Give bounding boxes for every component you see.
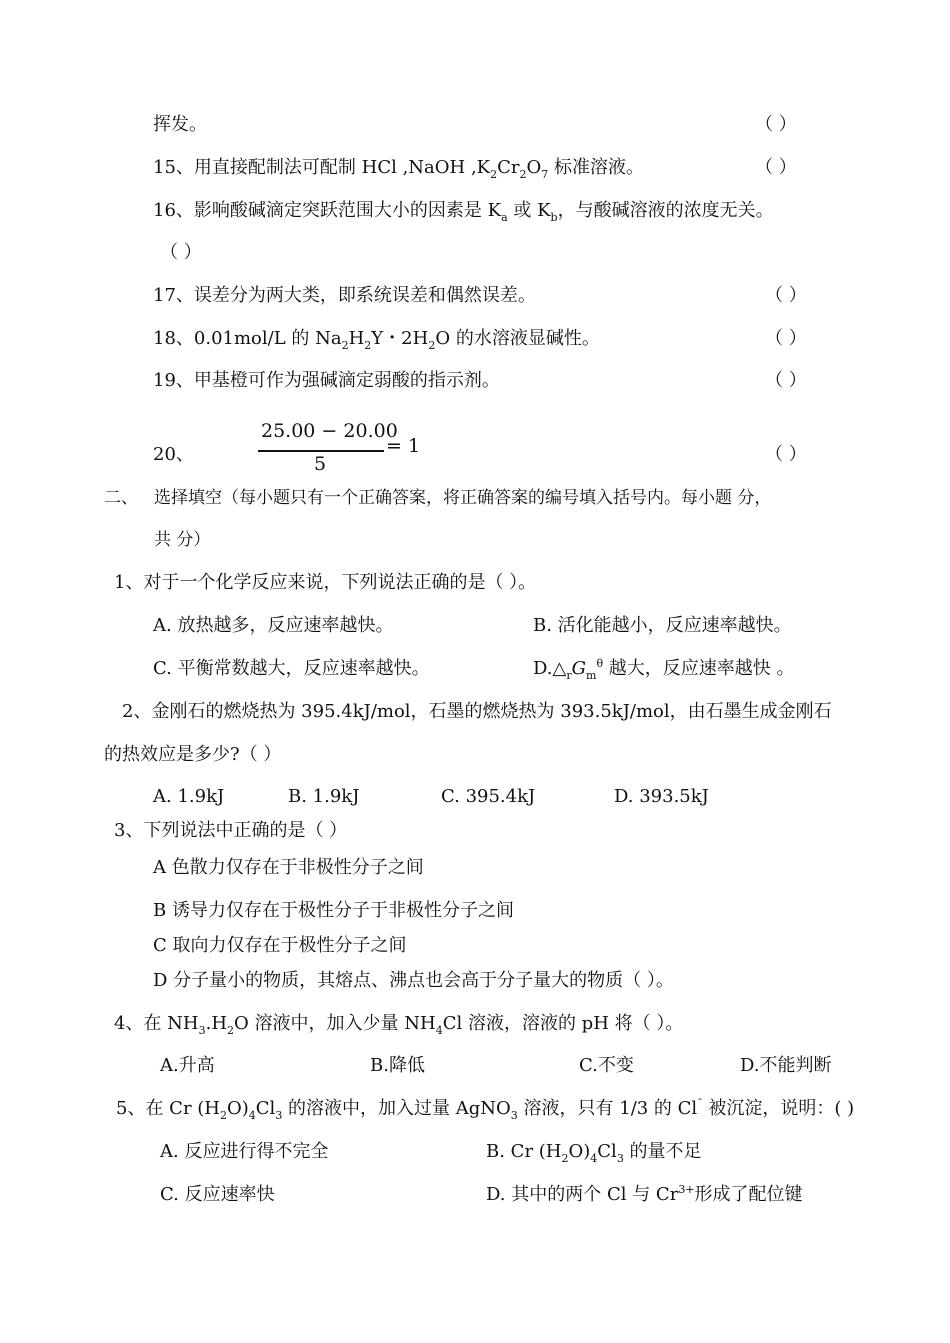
mc-q1-option-a[interactable]: A. 放热越多，反应速率越快。 — [153, 615, 394, 636]
mc-q2-option-c[interactable]: C. 395.4kJ — [441, 786, 536, 807]
fraction-equals: = 1 — [386, 435, 421, 457]
q20-number: 20、 — [153, 444, 194, 465]
mc-q1-stem: 1、对于一个化学反应来说，下列说法正确的是（ ）。 — [114, 572, 537, 593]
mc-q4-option-d[interactable]: D.不能判断 — [740, 1055, 832, 1076]
q18-answer-paren[interactable]: （ ） — [765, 328, 807, 349]
section-2-number: 二、 — [104, 488, 138, 508]
mc-q2-option-a[interactable]: A. 1.9kJ — [153, 786, 225, 807]
mc-q2-option-b[interactable]: B. 1.9kJ — [288, 786, 360, 807]
q19-text: 19、甲基橙可作为强碱滴定弱酸的指示剂。 — [153, 370, 500, 391]
q19-answer-paren[interactable]: （ ） — [765, 370, 807, 391]
q17-text: 17、误差分为两大类，即系统误差和偶然误差。 — [153, 285, 536, 306]
section-2-title: 选择填空（每小题只有一个正确答案，将正确答案的编号填入括号内。每小题 分， — [154, 488, 772, 508]
fraction-bar — [258, 450, 384, 452]
mc-q2-stem: 2、金刚石的燃烧热为 395.4kJ/mol，石墨的燃烧热为 393.5kJ/mol，由石墨生成金刚石 — [122, 701, 832, 722]
mc-q3-option-c[interactable]: C 取向力仅存在于极性分子之间 — [153, 935, 407, 956]
fraction-numerator: 25.00 − 20.00 — [261, 420, 398, 442]
mc-q5-option-c[interactable]: C. 反应速率快 — [160, 1184, 275, 1205]
q14-answer-paren[interactable]: （ ） — [755, 114, 797, 135]
q18-text: 18、0.01mol/L 的 $Na_2H_2Y$・$2H_2O$ 的水溶液显碱性。 — [153, 328, 600, 352]
q16-answer-paren[interactable]: （ ） — [160, 242, 202, 263]
mc-q4-option-b[interactable]: B.降低 — [370, 1055, 425, 1076]
section-2-title-cont: 共 分） — [154, 530, 211, 550]
q15-answer-paren[interactable]: （ ） — [755, 157, 797, 178]
fraction-denominator: 5 — [314, 453, 327, 475]
mc-q3-option-a[interactable]: A 色散力仅存在于非极性分子之间 — [153, 857, 424, 878]
mc-q5-option-b[interactable]: B. Cr $(H_2O)_4Cl_3$ 的量不足 — [486, 1141, 702, 1165]
mc-q2-stem-cont: 的热效应是多少?（ ） — [104, 744, 282, 765]
mc-q1-option-d[interactable]: $D.\triangle_rG_m^\theta$ 越大，反应速率越快 。 — [533, 657, 795, 682]
q20-answer-paren[interactable]: （ ） — [765, 444, 807, 465]
q20-fraction — [258, 420, 428, 480]
q14-tail: 挥发。 — [153, 114, 207, 135]
mc-q5-option-d[interactable]: D. 其中的两个 Cl 与 $Cr^{3+}$形成了配位键 — [486, 1183, 803, 1205]
mc-q4-option-a[interactable]: A.升高 — [160, 1055, 215, 1076]
mc-q5-option-a[interactable]: A. 反应进行得不完全 — [160, 1141, 329, 1162]
mc-q3-option-b[interactable]: B 诱导力仅存在于极性分子于非极性分子之间 — [153, 900, 514, 921]
q17-answer-paren[interactable]: （ ） — [765, 285, 807, 306]
mc-q1-option-b[interactable]: B. 活化能越小，反应速率越快。 — [533, 615, 792, 636]
mc-q5-stem: 5、在 Cr $(H_2O)_4Cl_3$ 的溶液中，加入过量 AgNO$_3$ 溶液，只有 1/3 的 Cl¯ 被沉淀，说明：( ) — [116, 1097, 855, 1122]
mc-q4-option-c[interactable]: C.不变 — [579, 1055, 634, 1076]
mc-q3-option-d[interactable]: D 分子量小的物质，其熔点、沸点也会高于分子量大的物质（ ）。 — [153, 970, 674, 991]
mc-q2-option-d[interactable]: D. 393.5kJ — [614, 786, 709, 807]
mc-q4-stem: 4、在 $NH_3.H_2O$ 溶液中，加入少量 $NH_4Cl$ 溶液，溶液的 pH 将（ ）。 — [114, 1013, 684, 1037]
mc-q3-stem: 3、下列说法中正确的是（ ） — [114, 820, 348, 841]
q16-text: 16、影响酸碱滴定突跃范围大小的因素是 $K_a$ 或 $K_b$，与酸碱溶液的浓度无关。 — [153, 200, 774, 224]
q15-text: 15、用直接配制法可配制 HCl ,NaOH $,K_2Cr_2O_7$ 标准溶液。 — [153, 157, 645, 181]
mc-q1-option-c[interactable]: C. 平衡常数越大，反应速率越快。 — [153, 658, 430, 679]
